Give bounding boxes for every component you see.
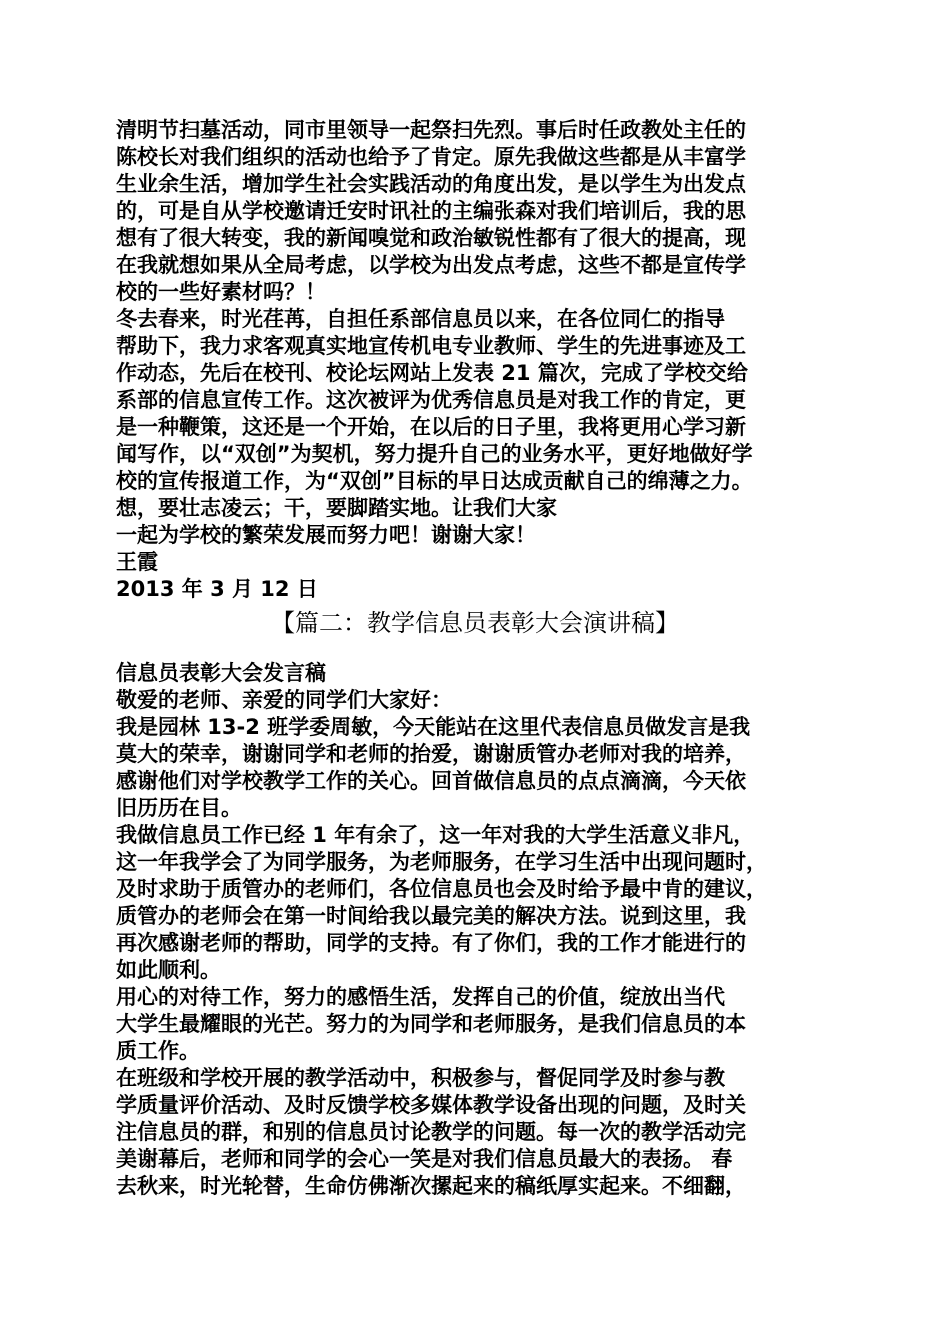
text-line: 信息员表彰大会发言稿 [116, 661, 326, 685]
text-line: 在班级和学校开展的教学活动中，积极参与，督促同学及时参与教 [116, 1066, 725, 1090]
text-line: 生业余生活，增加学生社会实践活动的角度出发，是以学生为出发点 [116, 172, 746, 196]
text-line: 学质量评价活动、及时反馈学校多媒体教学设备出现的问题，及时关 [116, 1093, 746, 1117]
text-line: 作动态，先后在校刊、校论坛网站上发表 21 篇次，完成了学校交给 [116, 361, 748, 385]
text-line: 2013 年 3 月 12 日 [116, 577, 318, 601]
text-line: 一起为学校的繁荣发展而努力吧！谢谢大家！ [116, 523, 536, 547]
text-line: 这一年我学会了为同学服务，为老师服务，在学习生活中出现问题时， [116, 850, 767, 874]
text-line: 敬爱的老师、亲爱的同学们大家好： [116, 688, 452, 712]
text-line: 注信息员的群，和别的信息员讨论教学的问题。每一次的教学活动完 [116, 1120, 746, 1144]
text-line: 是一种鞭策，这还是一个开始，在以后的日子里，我将更用心学习新 [116, 415, 746, 439]
text-line: 用心的对待工作，努力的感悟生活，发挥自己的价值，绽放出当代 [116, 985, 725, 1009]
text-line: 如此顺利。 [116, 958, 221, 982]
text-line: 感谢他们对学校教学工作的关心。回首做信息员的点点滴滴，今天依 [116, 769, 746, 793]
text-line: 在我就想如果从全局考虑，以学校为出发点考虑，这些不都是宣传学 [116, 253, 746, 277]
text-line: 想，要壮志凌云；干，要脚踏实地。让我们大家 [116, 496, 557, 520]
text-line: 旧历历在目。 [116, 796, 242, 820]
text-line: 清明节扫墓活动，同市里领导一起祭扫先烈。事后时任政教处主任的 [116, 118, 746, 142]
text-line: 的，可是自从学校邀请迁安时讯社的主编张森对我们培训后，我的思 [116, 199, 746, 223]
speech-part-one [116, 117, 846, 603]
text-line: 帮助下，我力求客观真实地宣传机电专业教师、学生的先进事迹及工 [116, 334, 746, 358]
text-line: 想有了很大转变，我的新闻嗅觉和政治敏锐性都有了很大的提高，现 [116, 226, 746, 250]
text-line: 我做信息员工作已经 1 年有余了，这一年对我的大学生活意义非凡， [116, 823, 755, 847]
speech-part-two [116, 660, 846, 1200]
text-line: 王霞 [116, 550, 158, 574]
text-line: 大学生最耀眼的光芒。努力的为同学和老师服务，是我们信息员的本 [116, 1012, 746, 1036]
text-line: 冬去春来，时光荏苒，自担任系部信息员以来，在各位同仁的指导 [116, 307, 725, 331]
text-line: 闻写作，以“双创”为契机，努力提升自己的业务水平，更好地做好学 [116, 442, 753, 466]
text-line: 我是园林 13-2 班学委周敏，今天能站在这里代表信息员做发言是我 [116, 715, 751, 739]
text-line: 美谢幕后，老师和同学的会心一笑是对我们信息员最大的表扬。 春 [116, 1147, 733, 1171]
text-line: 校的宣传报道工作，为“双创”目标的早日达成贡献自己的绵薄之力。 [116, 469, 753, 493]
text-line: 系部的信息宣传工作。这次被评为优秀信息员是对我工作的肯定，更 [116, 388, 746, 412]
text-line: 质管办的老师会在第一时间给我以最完美的解决方法。说到这里，我 [116, 904, 746, 928]
text-line: 陈校长对我们组织的活动也给予了肯定。原先我做这些都是从丰富学 [116, 145, 746, 169]
text-line: 质工作。 [116, 1039, 200, 1063]
text-line: 去秋来，时光轮替，生命仿佛渐次摞起来的稿纸厚实起来。不细翻， [116, 1174, 746, 1198]
text-line: 校的一些好素材吗？！ [116, 280, 326, 304]
text-line: 莫大的荣幸，谢谢同学和老师的抬爱，谢谢质管办老师对我的培养， [116, 742, 746, 766]
text-line: 再次感谢老师的帮助，同学的支持。有了你们，我的工作才能进行的 [116, 931, 746, 955]
section-heading: 【篇二：教学信息员表彰大会演讲稿】 [271, 609, 679, 637]
text-line: 及时求助于质管办的老师们，各位信息员也会及时给予最中肯的建议， [116, 877, 767, 901]
